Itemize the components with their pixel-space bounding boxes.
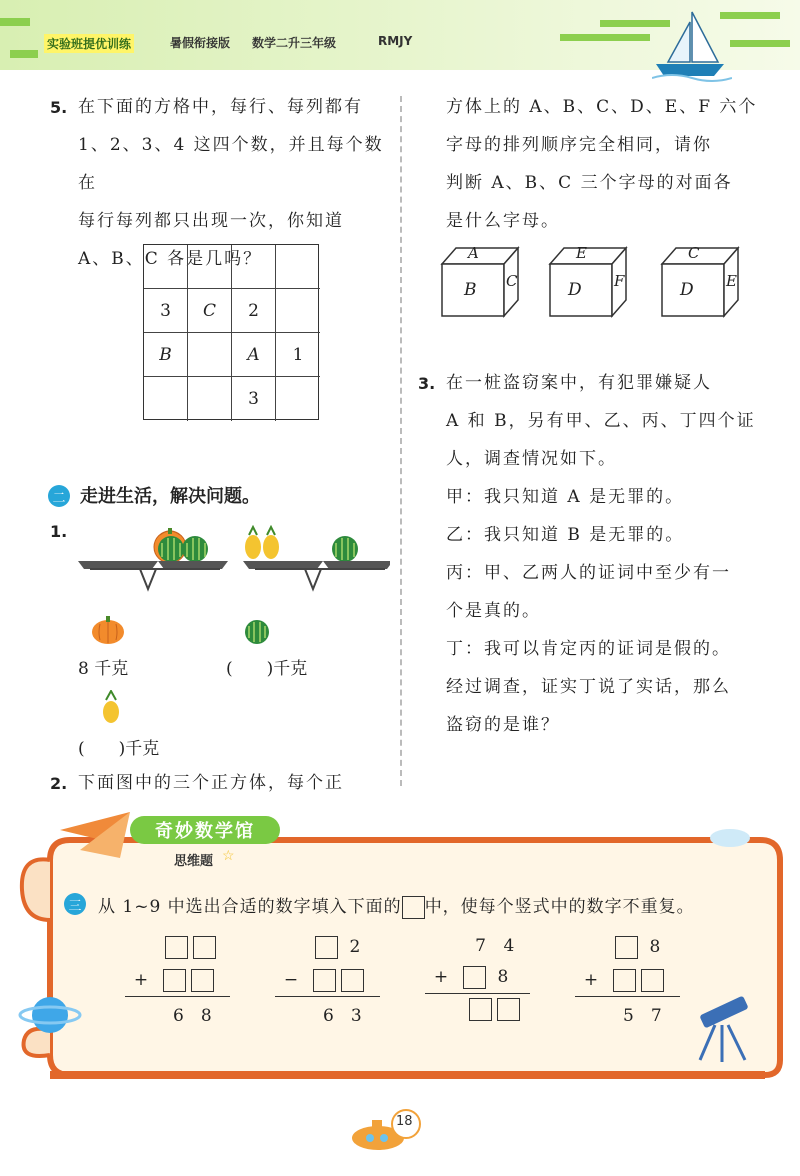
- banner-title: 奇妙数学馆: [130, 816, 280, 844]
- cube-3: [660, 246, 740, 322]
- grid-cell: [276, 377, 320, 421]
- s2q2-line: 是什么字母。: [446, 211, 560, 231]
- s2q3-line: 盗窃的是谁？: [446, 715, 560, 735]
- s2q1-number: 1.: [50, 522, 68, 541]
- operator-sign: +: [583, 970, 599, 990]
- watermelon-icon: [243, 618, 273, 648]
- s2q3-line: 丙：甲、乙两人的证词中至少有一: [446, 563, 731, 583]
- answer-box[interactable]: [193, 936, 216, 959]
- vertical-problem-4: [575, 936, 685, 1026]
- cube-top-letter: C: [688, 244, 700, 262]
- q5-line: A、B、C 各是几吗？: [78, 249, 263, 269]
- grid-cell: C: [188, 289, 232, 333]
- grid-cell: B: [144, 333, 188, 377]
- operator-sign: +: [433, 967, 449, 987]
- balance-scale-icon: [243, 527, 390, 589]
- cube-front-letter: B: [464, 280, 477, 300]
- s2q2-line: 字母的排列顺序完全相同，请你: [446, 135, 712, 155]
- s2q3-text: [446, 364, 786, 744]
- s2q2-line-left: 下面图中的三个正方体，每个正: [78, 773, 344, 793]
- given-digit: 2: [349, 937, 361, 957]
- cube-top-letter: E: [576, 244, 587, 262]
- section-title: 走进生活，解决问题。: [80, 486, 260, 507]
- answer-box[interactable]: [315, 936, 338, 959]
- cube-side-letter: F: [614, 272, 625, 290]
- s2q3-line: 甲：我只知道 A 是无罪的。: [446, 487, 685, 507]
- problem-result: 5 7: [623, 1006, 662, 1026]
- s2q3-line: 乙：我只知道 B 是无罪的。: [446, 525, 685, 545]
- balance-scale-icon: [78, 528, 228, 589]
- answer-box[interactable]: [163, 969, 186, 992]
- grid-cell: [188, 333, 232, 377]
- cube-top-letter: A: [468, 244, 479, 262]
- section-badge: 二: [48, 485, 70, 507]
- grid-cell: 1: [276, 333, 320, 377]
- s2q3-number: 3.: [418, 374, 436, 393]
- grid-cell: A: [232, 333, 276, 377]
- answer-box[interactable]: [469, 998, 492, 1021]
- vertical-problem-2: [275, 936, 385, 1026]
- column-divider: [400, 96, 402, 786]
- cube-front-letter: D: [568, 280, 582, 300]
- s2q2-text-right: [446, 88, 776, 240]
- pineapple-icon: [100, 690, 122, 724]
- grid-cell: 3: [232, 377, 276, 421]
- given-digit: 8: [497, 967, 509, 987]
- banner-instruction: [98, 892, 695, 919]
- submarine-icon: [340, 1106, 430, 1156]
- answer-box[interactable]: [313, 969, 336, 992]
- header-subject: 数学二升三年级: [252, 36, 337, 50]
- answer-box[interactable]: [191, 969, 214, 992]
- cube-side-letter: E: [726, 272, 737, 290]
- answer-box[interactable]: [641, 969, 664, 992]
- cube-side-letter: C: [506, 272, 518, 290]
- s2q2-number: 2.: [50, 774, 68, 793]
- section-badge: 三: [64, 893, 86, 915]
- grid-cell: [232, 245, 276, 289]
- cube-2: [548, 246, 628, 322]
- answer-box[interactable]: [463, 966, 486, 989]
- s2q3-line: 丁：我可以肯定丙的证词是假的。: [446, 639, 731, 659]
- answer-box[interactable]: [341, 969, 364, 992]
- answer-box[interactable]: [497, 998, 520, 1021]
- instruction-text-b: 中，使每个竖式中的数字不重复。: [424, 897, 695, 917]
- cube-front-letter: D: [680, 280, 694, 300]
- grid-cell: [188, 245, 232, 289]
- grid-cell: 3: [144, 289, 188, 333]
- answer-box-icon: [402, 896, 425, 919]
- cube-1: [440, 246, 520, 322]
- answer-box[interactable]: [615, 936, 638, 959]
- s2q3-line: 经过调查，证实丁说了实话，那么: [446, 677, 731, 697]
- answer-box[interactable]: [165, 936, 188, 959]
- header-edition: 暑假衔接版: [170, 36, 231, 50]
- q5-line: 每行每列都只出现一次，你知道: [78, 211, 344, 231]
- vertical-problem-3: [425, 936, 535, 1021]
- q5-line: 1、2、3、4 这四个数，并且每个数在: [78, 135, 384, 193]
- grid-cell: [188, 377, 232, 421]
- s2q2-line: 判断 A、B、C 三个字母的对面各: [446, 173, 733, 193]
- sailboat-icon: [652, 10, 732, 82]
- grid-cell: 2: [232, 289, 276, 333]
- operator-sign: −: [283, 970, 299, 990]
- s2q3-line: 个是真的。: [446, 601, 541, 621]
- header-code: RMJY: [378, 34, 413, 48]
- pineapple-weight: ( )千克: [78, 739, 160, 759]
- operator-sign: +: [133, 970, 149, 990]
- given-digit: 8: [649, 937, 661, 957]
- latin-square-grid: [143, 244, 319, 420]
- grid-cell: [144, 245, 188, 289]
- banner-subtitle: 思维题: [174, 854, 214, 869]
- header-brand: 实验班提优训练: [44, 34, 134, 53]
- grid-cell: [276, 245, 320, 289]
- s2q3-line: 在一桩盗窃案中，有犯罪嫌疑人: [446, 373, 712, 393]
- s2q3-line: 人，调查情况如下。: [446, 449, 617, 469]
- given-digit: 7: [475, 936, 486, 956]
- s2q2-line: 方体上的 A、B、C、D、E、F 六个: [446, 97, 758, 117]
- problem-result: 6 8: [173, 1006, 212, 1026]
- grid-cell: [276, 289, 320, 333]
- instruction-text-a: 从 1~9 中选出合适的数字填入下面的: [98, 897, 402, 917]
- watermelon-weight: ( )千克: [226, 659, 308, 679]
- q5-line: 在下面的方格中，每行、每列都有: [78, 97, 363, 117]
- pumpkin-icon: [90, 612, 130, 646]
- problem-result: 6 3: [323, 1006, 362, 1026]
- given-digit: 4: [503, 936, 515, 956]
- star-icon: ☆: [222, 848, 235, 864]
- pumpkin-weight: 8 千克: [78, 659, 129, 679]
- s2q3-line: A 和 B，另有甲、乙、丙、丁四个证: [446, 411, 756, 431]
- grid-cell: [144, 377, 188, 421]
- answer-box[interactable]: [613, 969, 636, 992]
- page-number: 18: [396, 1114, 413, 1129]
- vertical-problem-1: [125, 936, 235, 1026]
- q5-number: 5.: [50, 98, 68, 117]
- balance-scales-illustration: [70, 525, 390, 615]
